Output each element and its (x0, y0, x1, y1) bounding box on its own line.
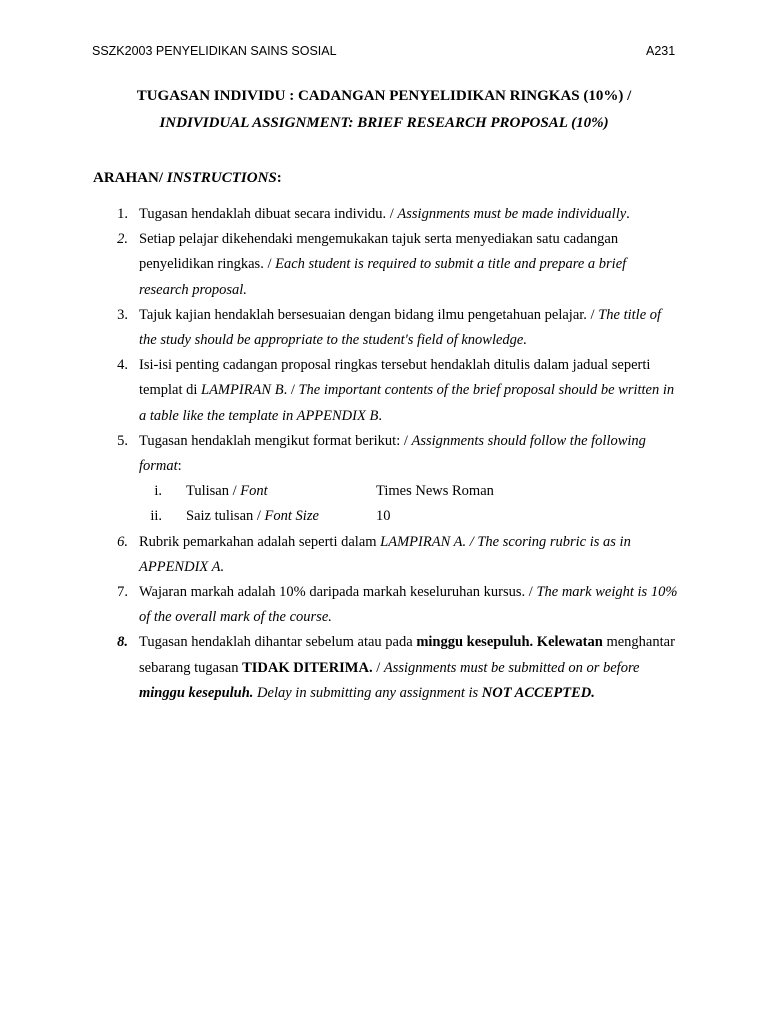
item-text-malay: Wajaran markah adalah 10% daripada markah keseluruhan kursus. / (139, 584, 537, 601)
instruction-item-5 (0, 429, 679, 479)
item-number: 2. (117, 231, 128, 248)
page-title-malay: TUGASAN INDIVIDU : CADANGAN PENYELIDIKAN RINGKAS (10%) / (136, 88, 632, 104)
instruction-item-7 (0, 580, 679, 630)
subitem-label-english: Font Size (264, 508, 319, 525)
item-text-malay: Isi-isi penting cadangan proposal ringkas tersebut hendaklah ditulis dalam jadual seperti templat di (139, 357, 651, 399)
item-text-english: Assignments must be submitted on or before (383, 659, 640, 676)
instructions-heading-english: INSTRUCTIONS (166, 170, 277, 186)
not-accepted-emphasis-english: NOT ACCEPTED. (481, 684, 595, 701)
instructions-heading-malay: ARAHAN/ (93, 170, 167, 186)
item-text-english: Each student is required to submit a title and prepare a brief research proposal. (139, 256, 627, 298)
item-text-english: Assignments must be made individually (397, 206, 627, 222)
item-number: 7. (117, 584, 128, 601)
item-text-malay: Tugasan hendaklah dibuat secara individu. / (139, 206, 398, 222)
item-text-malay: Tugasan hendaklah mengikut format berikut: / (139, 432, 412, 449)
item-text-english: The title of the study should be appropriate to the student's field of knowledge. (139, 306, 662, 349)
format-subitem-font-size (0, 504, 768, 529)
subitem-number: i. (154, 483, 162, 500)
item-text-malay: Tugasan hendaklah dihantar sebelum atau pada (139, 634, 417, 651)
item-number: 3. (117, 306, 128, 323)
subitem-label-malay: Tulisan / (186, 483, 241, 500)
item-separator: / (372, 659, 384, 676)
subitem-label (186, 479, 268, 504)
subitem-number: ii. (150, 508, 162, 525)
item-text-malay: Tajuk kajian hendaklah bersesuaian dengan bidang ilmu pengetahuan pelajar. / (139, 306, 599, 323)
instructions-heading-colon: : (276, 170, 282, 186)
subitem-label (186, 504, 319, 529)
subitem-label-english: Font (240, 483, 268, 500)
format-subitem-font (0, 479, 768, 504)
instruction-item-1 (0, 202, 679, 227)
subitem-value: 10 (376, 508, 391, 525)
item-text-english-continued: Delay in submitting any assignment is (253, 684, 482, 701)
item-text-english: LAMPIRAN A. / The scoring rubric is as in APPENDIX A. (139, 533, 631, 575)
item-text-end: : (177, 458, 182, 475)
item-text-english: Assignments should follow the following format (139, 432, 646, 475)
item-text-malay: Rubrik pemarkahan adalah seperti dalam (139, 533, 381, 550)
subitem-label-malay: Saiz tulisan / (186, 508, 265, 525)
item-separator: . / (283, 382, 299, 399)
instruction-list (0, 202, 768, 706)
not-accepted-emphasis: TIDAK DITERIMA. (242, 659, 373, 676)
item-text-end: . (626, 206, 630, 222)
instructions-heading (93, 170, 282, 187)
item-text-english: The mark weight is 10% of the overall mark of the course. (139, 584, 678, 626)
item-text-english: The important contents of the brief proposal should be written in a table like the template in APPENDIX B (139, 382, 675, 424)
instruction-item-2 (0, 227, 679, 303)
item-number: 6. (117, 533, 128, 550)
instruction-item-4 (0, 353, 679, 429)
deadline-emphasis-english: minggu kesepuluh. (139, 684, 254, 701)
item-text-end: . (378, 407, 382, 424)
instruction-item-6 (0, 530, 679, 580)
header-semester-code: A231 (646, 44, 676, 58)
item-text-malay-continued: menghantar sebarang tugasan (139, 634, 675, 676)
instruction-item-3 (0, 303, 679, 353)
deadline-emphasis: minggu kesepuluh. Kelewatan (416, 634, 603, 651)
item-number: 4. (117, 357, 128, 374)
item-text-malay: Setiap pelajar dikehendaki mengemukakan tajuk serta menyediakan satu cadangan penyelidikan ringkas. / (139, 231, 619, 273)
item-number: 1. (117, 206, 128, 222)
item-number: 5. (117, 432, 128, 449)
page-title-english: INDIVIDUAL ASSIGNMENT: BRIEF RESEARCH PROPOSAL (10%) (159, 115, 609, 131)
appendix-reference: LAMPIRAN B (201, 382, 284, 399)
item-number: 8. (117, 634, 128, 651)
subitem-value: Times News Roman (376, 483, 494, 500)
header-course-title: SSZK2003 PENYELIDIKAN SAINS SOSIAL (92, 44, 337, 58)
instruction-item-8 (0, 630, 679, 706)
